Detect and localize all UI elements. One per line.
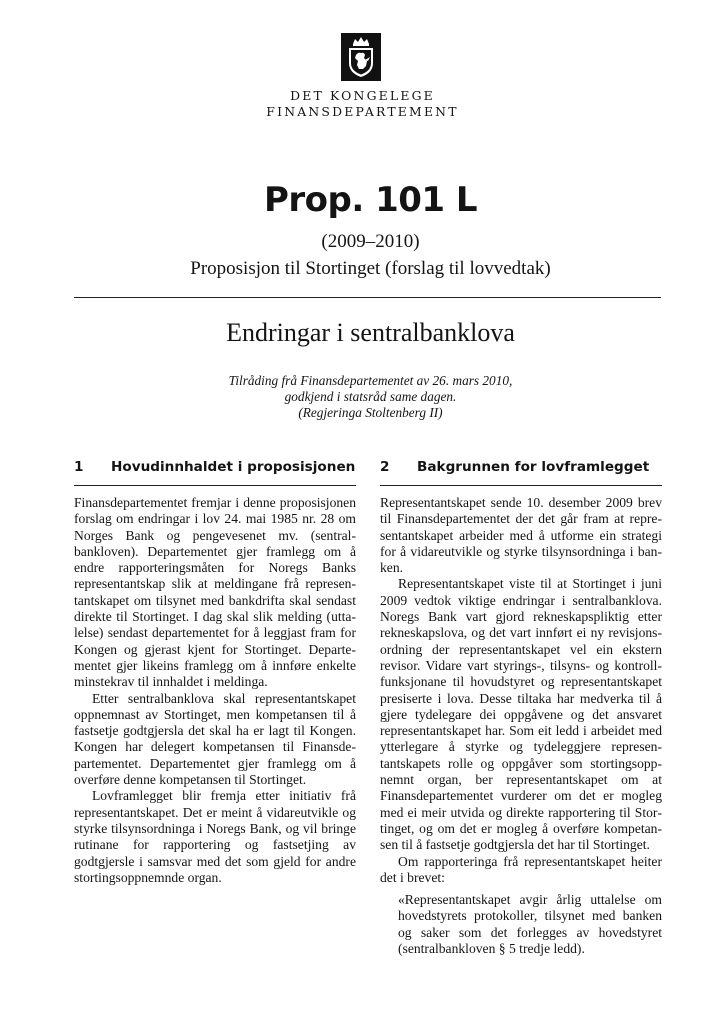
section-number: 2 [380, 459, 390, 475]
section-2 [380, 456, 662, 957]
section-body [380, 495, 662, 957]
section-divider [380, 485, 662, 486]
section-body [74, 495, 356, 886]
paragraph: Finansdepartementet fremjar i denne proposisjonen forslag om endringar i lov 24. mai 1985 nr. 28 om Norges Bank og pengevesenet mv. (sentralbankloven). Departementet gjer framlegg om å endre rapporteringsmåten for Noregs Banks representantskap slik at meldingane frå representantskapet om tilsynet med bankdrifta skal sendast direkte til Stortinget. I dag skal slik melding (uttalelse) sendast departementet for å leggjast fram for Kongen og gjerast kjent for Stortinget. Departementet gjer likeins framlegg om å innføre enkelte minstekrav til innhaldet i meldinga. [74, 495, 356, 690]
proposition-subtitle: Proposisjon til Stortinget (forslag til lovvedtak) [190, 258, 551, 279]
quote-paragraph: «Representantskapet avgir årlig uttalelse om hovedstyrets protokoller, tilsynet med banken og saker som det forlegges av hovedstyret (sentralbankloven § 5 tredje ledd). [398, 892, 662, 957]
intro-line-3: (Regjeringa Stoltenberg II) [298, 405, 443, 420]
paragraph: Etter sentralbanklova skal representantskapet oppnemnast av Stortinget, men kompetansen til å fastsetje godtgjersla det skal ha er lagt til Kongen. Kongen har delegert kompetansen til Finansdepartementet. Departementet gjer framlegg om å overføre denne kompetansen til Stortinget. [74, 690, 356, 788]
section-heading [74, 456, 356, 478]
department-name-line-1: DET KONGELEGE [290, 88, 435, 103]
document-title: Endringar i sentralbanklova [226, 318, 515, 347]
paragraph: Lovframlegget blir fremja etter initiativ frå representantskapet. Det er meint å vidareutvikle og styrke tilsynsordninga i Noregs Bank, og vil bringe rutinane for rapportering og fastsetjing av godtgjersle i samsvar med det som gjeld for andre stortingsoppnemnde organ. [74, 788, 356, 885]
section-number: 1 [74, 459, 84, 475]
intro-line-2: godkjend i statsråd same dagen. [284, 389, 457, 404]
section-title: Hovudinnhaldet i proposisjonen [111, 459, 356, 475]
session-years: (2009–2010) [321, 231, 420, 252]
title-divider [74, 297, 661, 298]
section-1 [74, 456, 356, 886]
section-title: Bakgrunnen for lovframlegget [417, 459, 650, 475]
section-heading [380, 456, 662, 478]
proposition-title: Prop. 101 L [263, 180, 478, 220]
paragraph: Om rapporteringa frå representantskapet heiter det i brevet: [380, 853, 662, 885]
paragraph: Representantskapet viste til at Stortinget i juni 2009 vedtok viktige endringar i sentralbanklova. Noregs Bank vart gjord rekneskapspliktig etter rekneskapslova, og det vart innført ei ny revisjonsordning der representantskapet vel ein ekstern revisor. Vidare vart styrings-, tilsyns- og kontrollfunksjonane til hovudstyret og representantskapet presiserte i lova. Desse tiltaka har medverka til å gjere tydelegare dei oppgåvene og det ansvaret representantskapet har. Som eit ledd i arbeidet med ytterlegare å styrke og tydeleggjere representantskapets rolle og oppgåver som stortingsoppnemnt organ, ber representantskapet om at Finansdepartementet vurderer om det er mogleg med ei meir utvida og direkte rapportering til Stortinget, og om det er mogleg å overføre kompetansen til å fastsetje godtgjersla det har til Stortinget. [380, 576, 662, 853]
department-name-line-2: FINANSDEPARTEMENT [266, 104, 459, 119]
coat-of-arms-icon [341, 33, 381, 81]
section-divider [74, 485, 356, 486]
intro-line-1: Tilråding frå Finansdepartementet av 26. mars 2010, [228, 373, 513, 388]
paragraph: Representantskapet sende 10. desember 2009 brev til Finansdepartementet der det går fram at representantskapet arbeider med å utforme ein strategi for å vidareutvikle og styrke tilsynsordninga i banken. [380, 495, 662, 576]
